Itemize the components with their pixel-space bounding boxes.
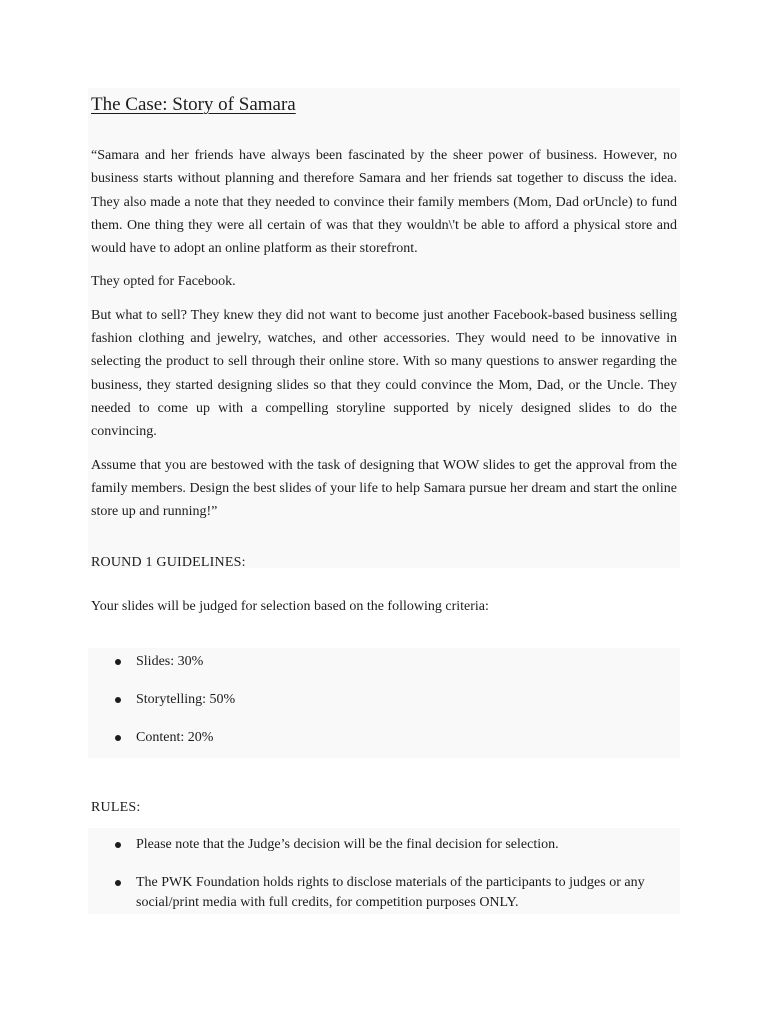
list-item xyxy=(91,873,677,913)
bullet-icon xyxy=(115,842,121,848)
paragraph-what-to-sell: But what to sell? They knew they did not want to become just another Facebook-based business selling fashion clothing and jewelry, watches, and other accessories. They would need to be innovative in selecting the product to sell through their online store. With so many questions to answer regarding the business, they started designing slides so that they could convince the Mom, Dad, or the Uncle. They needed to come up with a compelling storyline supported by nicely designed slides to do the convincing. xyxy=(91,307,677,440)
rules-heading: RULES: xyxy=(91,800,141,815)
list-item xyxy=(91,835,677,855)
document-body xyxy=(91,90,677,910)
round-guidelines-heading: ROUND 1 GUIDELINES: xyxy=(91,555,246,570)
criteria-content: Content: 20% xyxy=(136,730,214,745)
rule-disclosure: The PWK Foundation holds rights to disclose materials of the participants to judges or any social/print media with full credits, for competition purposes ONLY. xyxy=(136,875,645,910)
paragraph-facebook: They opted for Facebook. xyxy=(91,274,236,290)
rule-judge-decision: Please note that the Judge’s decision will be the final decision for selection. xyxy=(136,837,559,852)
criteria-slides: Slides: 30% xyxy=(136,654,204,669)
criteria-storytelling: Storytelling: 50% xyxy=(136,692,236,707)
paragraph-task: Assume that you are bestowed with the task of designing that WOW slides to get the approval from the family members. Design the best slides of your life to help Samara pursue her dream and start the online store up and running!” xyxy=(91,457,677,520)
criteria-list xyxy=(91,652,677,748)
bullet-icon xyxy=(115,697,121,703)
rules-list xyxy=(91,835,677,913)
document-title: The Case: Story of Samara xyxy=(91,94,296,115)
bullet-icon xyxy=(115,735,121,741)
list-item xyxy=(91,728,677,748)
criteria-intro: Your slides will be judged for selection based on the following criteria: xyxy=(91,599,489,614)
list-item xyxy=(91,690,677,710)
paragraph-story-intro: “Samara and her friends have always been fascinated by the sheer power of business. However, no business starts without planning and therefore Samara and her friends sat together to discuss the idea. They also made a note that they needed to convince their family members (Mom, Dad orUncle) to fund them. One thing they were all certain of was that they wouldn\'t be able to afford a physical store and would have to adopt an online platform as their storefront. xyxy=(91,148,677,257)
bullet-icon xyxy=(115,659,121,665)
list-item xyxy=(91,652,677,672)
bullet-icon xyxy=(115,880,121,886)
